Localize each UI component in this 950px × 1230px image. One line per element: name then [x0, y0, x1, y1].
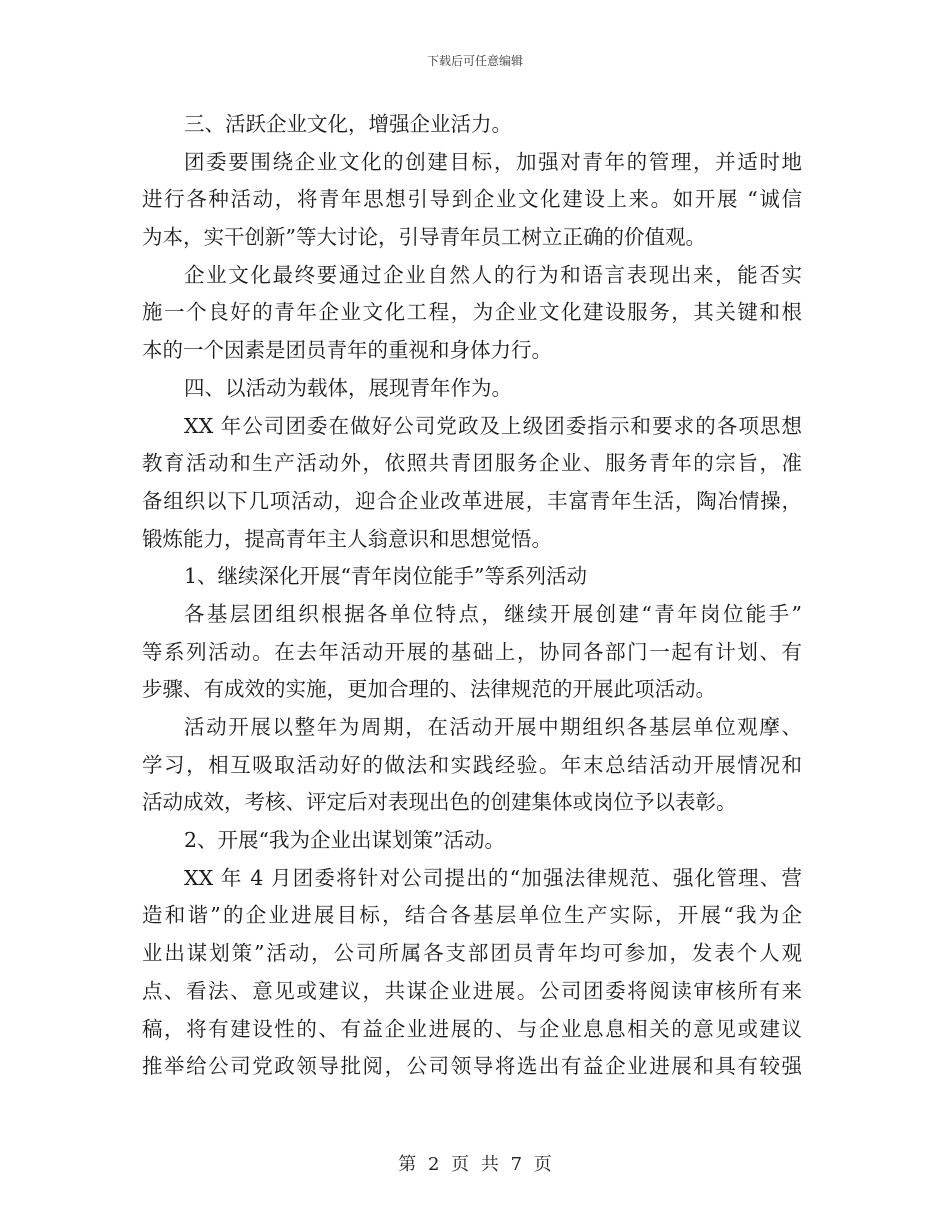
text-line: 进行各种活动，将青年思想引导到企业文化建设上来。如开展 “诚信: [142, 187, 802, 212]
heading-line: 四、以活动为载体，展现青年作为。: [184, 375, 512, 400]
text-line: 团委要围绕企业文化的创建目标，加强对青年的管理，并适时地: [184, 149, 802, 174]
text-line: 等系列活动。在去年活动开展的基础上，协同各部门一起有计划、有: [142, 639, 802, 664]
text-line: 造和谐”的企业进展目标，结合各基层单位生产实际，开展“我为企: [142, 903, 802, 928]
text-line: 步骤、有成效的实施，更加合理的、法律规范的开展此项活动。: [142, 677, 716, 702]
text-line: 学习，相互吸取活动好的做法和实践经验。年末总结活动开展情况和: [142, 752, 802, 777]
text-line: 活动开展以整年为周期，在活动开展中期组织各基层单位观摩、: [184, 715, 802, 739]
text-line: XX 年公司团委在做好公司党政及上级团委指示和要求的各项思想: [184, 413, 802, 438]
text-line: 教育活动和生产活动外，依照共青团服务企业、服务青年的宗旨，准: [142, 451, 802, 476]
text-line: 点、看法、意见或建议，共谋企业进展。公司团委将阅读审核所有来: [142, 978, 802, 1003]
text-line: XX 年 4 月团委将针对公司提出的“加强法律规范、强化管理、营: [184, 865, 802, 890]
text-line: 业出谋划策”活动，公司所属各支部团员青年均可参加，发表个人观: [142, 941, 802, 966]
text-line: 各基层团组织根据各单位特点，继续开展创建“青年岗位能手”: [184, 601, 802, 626]
text-line: 备组织以下几项活动，迎合企业改革进展，丰富青年生活，陶冶情操，: [142, 488, 802, 513]
heading-line: 1、继续深化开展“青年岗位能手”等系列活动: [184, 564, 588, 589]
text-line: 推举给公司党政领导批阅，公司领导将选出有益企业进展和具有较强: [142, 1054, 802, 1079]
text-line: 稿，将有建设性的、有益企业进展的、与企业息息相关的意见或建议: [142, 1016, 802, 1041]
text-line: 活动成效，考核、评定后对表现出色的创建集体或岗位予以表彰。: [142, 790, 737, 815]
page-footer: 第 2 页 共 7 页: [398, 1154, 552, 1175]
document-body: [142, 106, 802, 1086]
text-line: 施一个良好的青年企业文化工程，为企业文化建设服务，其关键和根: [142, 300, 802, 325]
heading-line: 2、开展“我为企业出谋划策”活动。: [184, 828, 506, 853]
text-line: 本的一个因素是团员青年的重视和身体力行。: [142, 338, 552, 363]
page-header: 下载后可任意编辑: [426, 54, 523, 68]
heading-line: 三、活跃企业文化，增强企业活力。: [184, 112, 512, 136]
text-line: 企业文化最终要通过企业自然人的行为和语言表现出来，能否实: [184, 262, 802, 287]
text-line: 锻炼能力，提高青年主人翁意识和思想觉悟。: [142, 526, 552, 551]
text-line: 为本，实干创新”等大讨论，引导青年员工树立正确的价值观。: [142, 225, 706, 250]
